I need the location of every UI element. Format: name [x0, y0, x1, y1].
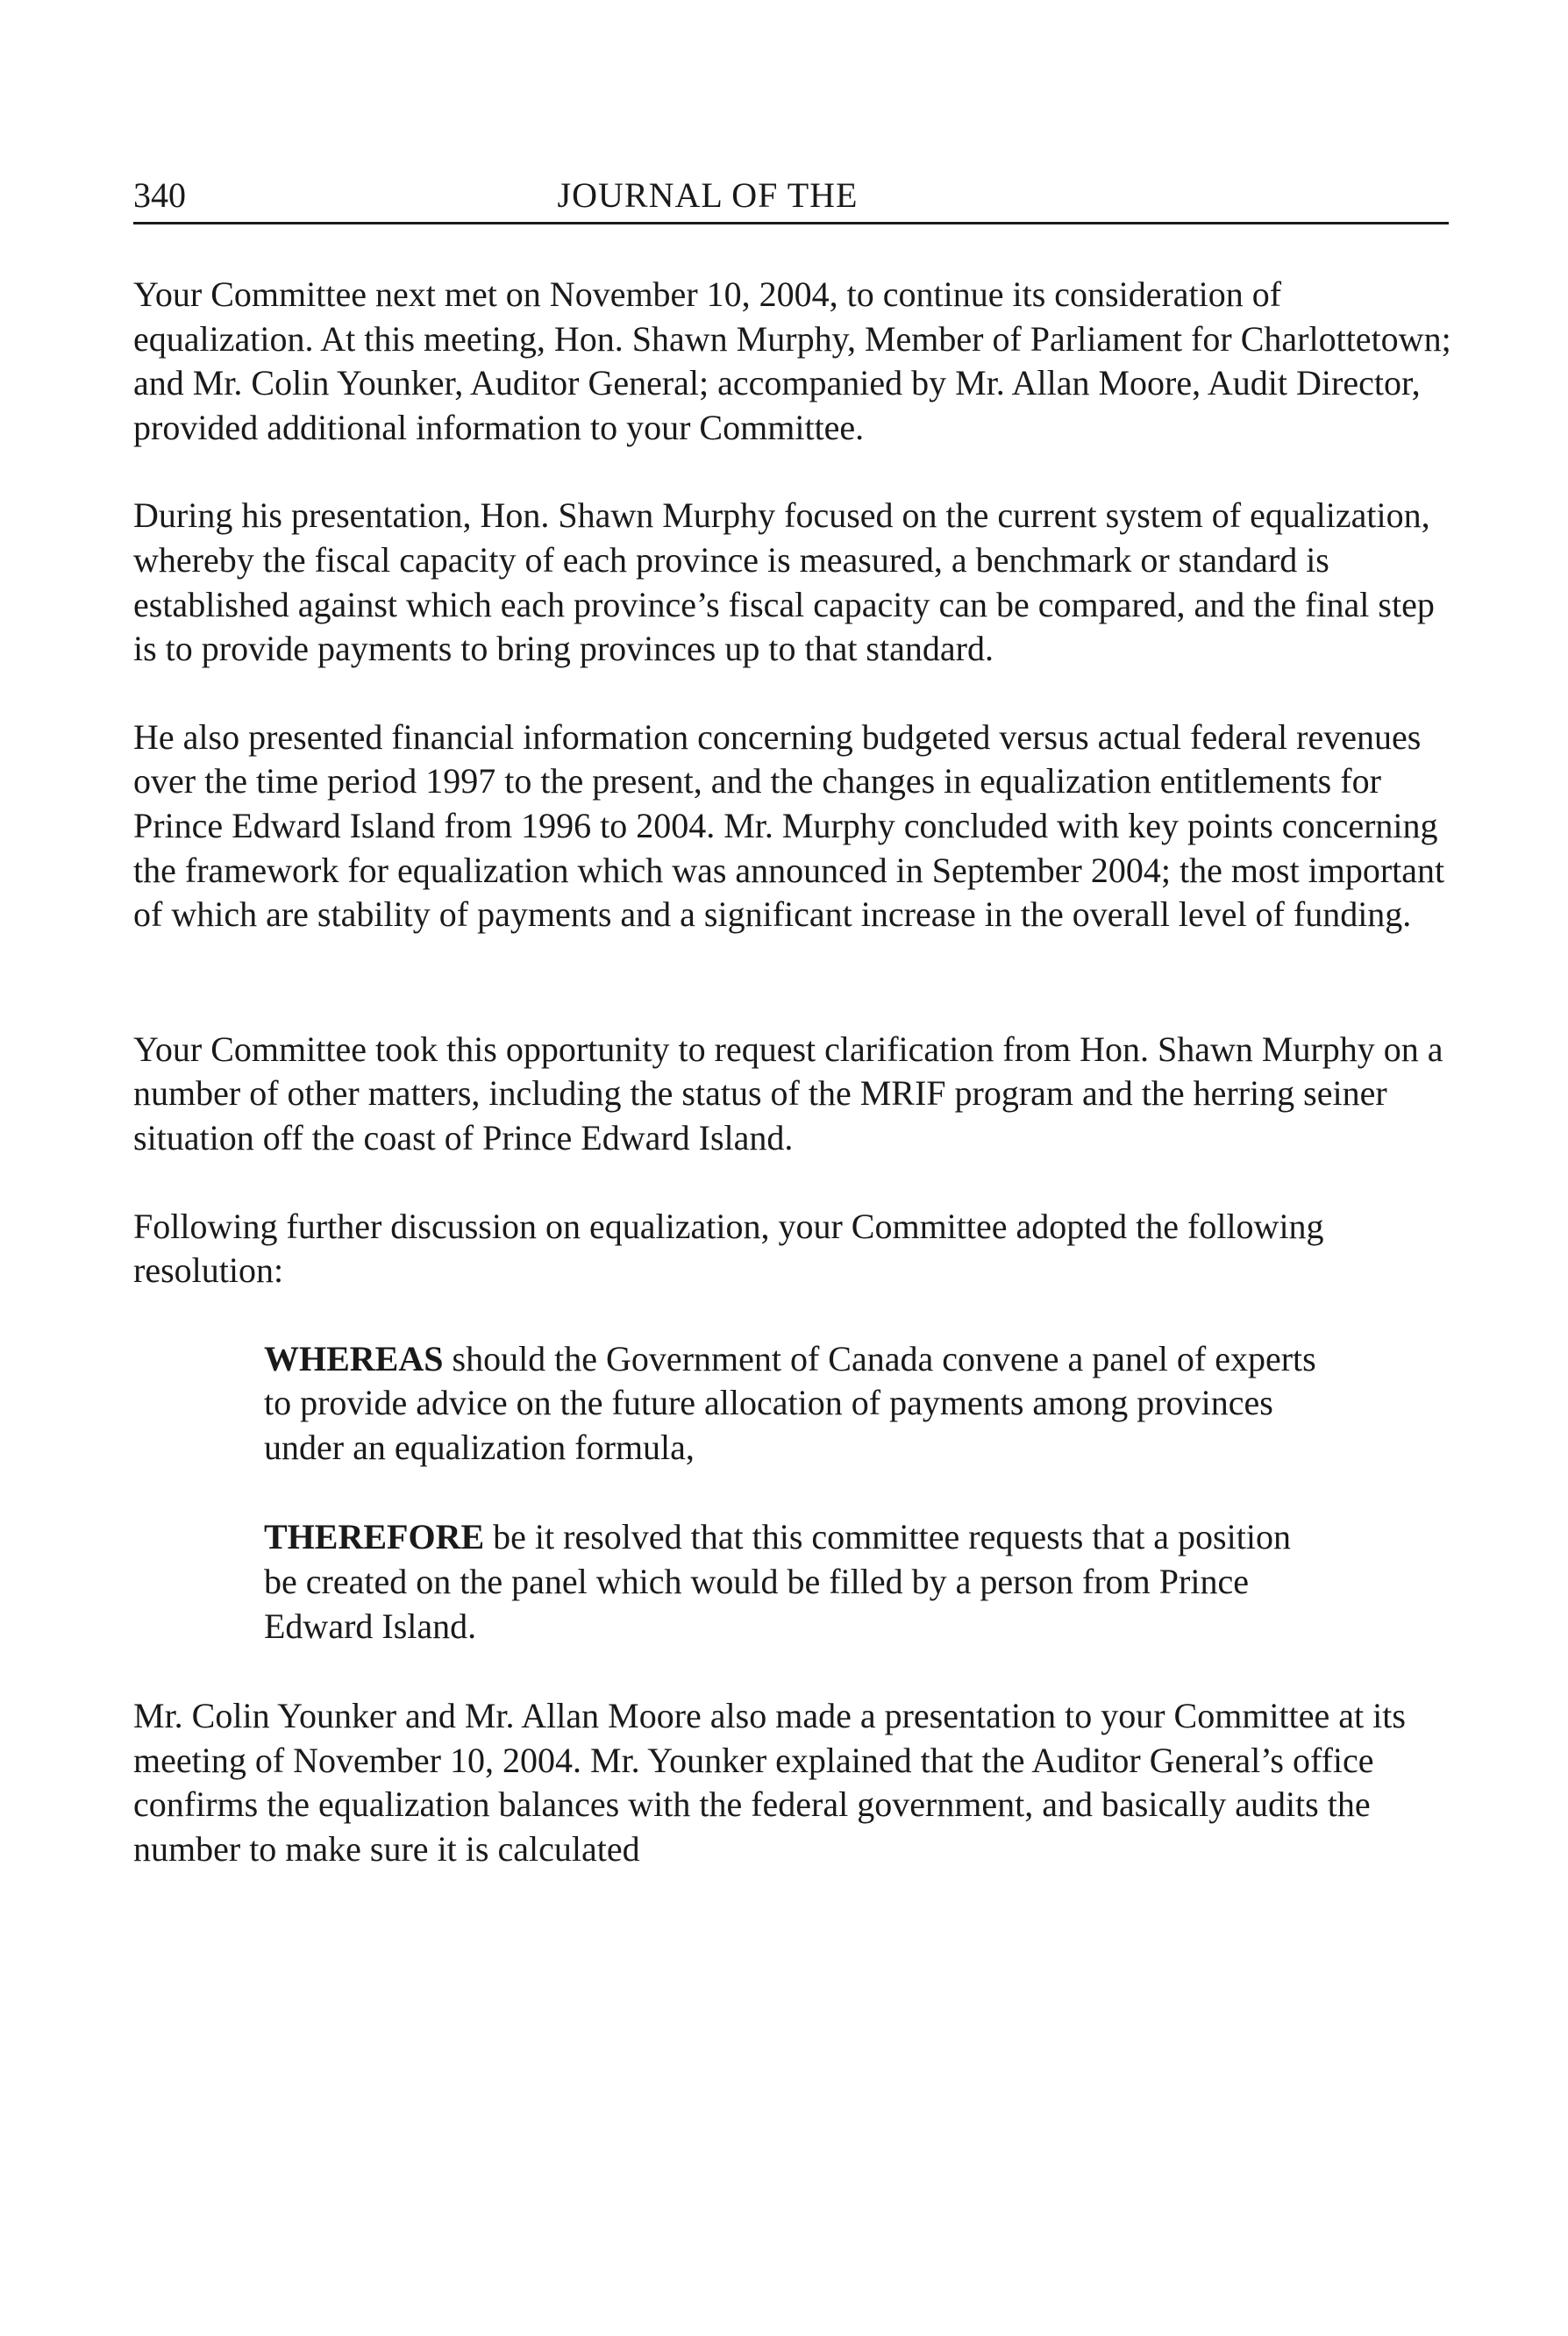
paragraph-presentation: During his presentation, Hon. Shawn Murphy focused on the current system of equalization, whereby the fiscal capacity of each province is measured, a benchmark or standard is established against which each province’s fiscal capacity can be compared, and the final step is to provide payments to bring provinces up to that standard.: [133, 495, 1435, 669]
resolution-whereas: [264, 1337, 1325, 1471]
paragraph-financial-information: He also presented financial information concerning budgeted versus actual federal revenues over the time period 1997 to the present, and the changes in equalization entitlements for Prince Edward Island from 1996 to 2004. Mr. Murphy concluded with key points concerning the framework for equalization which was announced in September 2004; the most important of which are stability of payments and a significant increase in the overall level of funding.: [133, 716, 1445, 935]
document-body: [133, 273, 1458, 1872]
page-header: [133, 171, 1449, 224]
therefore-text: be it resolved that this committee requests that a position be created on the panel which would be filled by a person from Prince Edward Island.: [264, 1517, 1291, 1646]
whereas-text: should the Government of Canada convene a panel of experts to provide advice on the future allocation of payments among provinces under an equalization formula,: [264, 1338, 1316, 1467]
paragraph-resolution-intro: Following further discussion on equalization, your Committee adopted the following resolution:: [133, 1206, 1324, 1291]
resolution-therefore: [264, 1515, 1325, 1649]
paragraph-auditor-presentation: Mr. Colin Younker and Mr. Allan Moore also made a presentation to your Committee at its meeting of November 10, 2004. Mr. Younker explained that the Auditor General’s office confirms the equalization balances with the federal government, and basically audits the number to make sure it is calculated: [133, 1696, 1406, 1870]
running-head: JOURNAL OF THE: [557, 175, 859, 215]
paragraph-committee-meeting: Your Committee next met on November 10, 2004, to continue its consideration of equalization. At this meeting, Hon. Shawn Murphy, Member of Parliament for Charlottetown; and Mr. Colin Younker, Auditor General; accompanied by Mr. Allan Moore, Audit Director, provided additional information to your Committee.: [133, 274, 1451, 447]
resolution-block: [264, 1337, 1325, 1649]
page-number: 340: [133, 175, 186, 215]
therefore-keyword: THEREFORE: [264, 1517, 485, 1557]
paragraph-clarification: Your Committee took this opportunity to request clarification from Hon. Shawn Murphy on a number of other matters, including the status of the MRIF program and the herring seiner situation off the coast of Prince Edward Island.: [133, 1029, 1443, 1157]
whereas-keyword: WHEREAS: [264, 1338, 444, 1378]
